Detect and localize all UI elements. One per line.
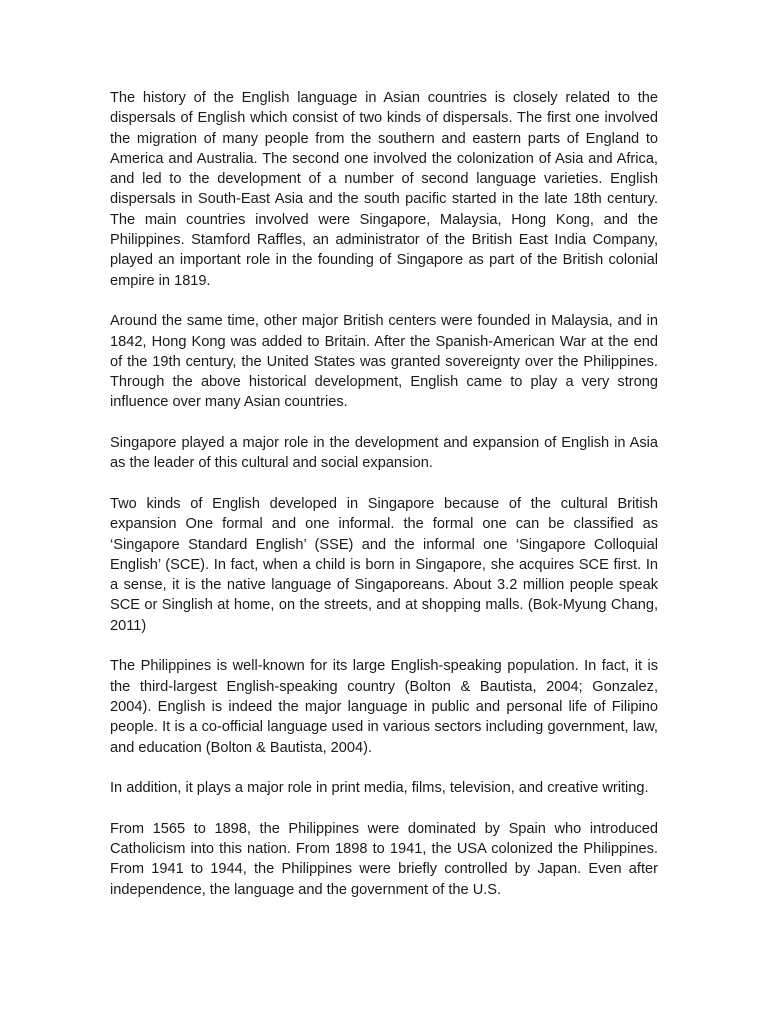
paragraph-media-role: In addition, it plays a major role in print media, films, television, and creative writing. [110, 780, 649, 797]
paragraph-philippines-history: From 1565 to 1898, the Philippines were dominated by Spain who introduced Catholicism into this nation. From 1898 to 1941, the USA colonized the Philippines. From 1941 to 1944, the Philippines were briefly controlled by Japan. Even after independence, the language and the government of the U.S. [110, 820, 658, 898]
paragraph-philippines-english: The Philippines is well-known for its large English-speaking population. In fact, it is the third-largest English-speaking country (Bolton & Bautista, 2004; Gonzalez, 2004). English is indeed the major language in public and personal life of Filipino people. It is a co-official language used in various sectors including government, law, and education (Bolton & Bautista, 2004). [110, 658, 658, 756]
paragraph-british-centers: Around the same time, other major British centers were founded in Malaysia, and in 1842, Hong Kong was added to Britain. After the Spanish-American War at the end of the 19th century, the United States was granted sovereignty over the Philippines. Through the above historical development, English came to play a very strong influence over many Asian countries. [110, 313, 658, 411]
paragraph-singapore-english-kinds: Two kinds of English developed in Singapore because of the cultural British expansion One formal and one informal. the formal one can be classified as ‘Singapore Standard English’ (SSE) and the informal one ‘Singapore Colloquial English’ (SCE). In fact, when a child is born in Singapore, she acquires SCE first. In a sense, it is the native language of Singaporeans. About 3.2 million people speak SCE or Singlish at home, on the streets, and at shopping malls. (Bok-Myung Chang, 2011) [110, 495, 658, 634]
paragraph-singapore-role: Singapore played a major role in the development and expansion of English in Asia as the leader of this cultural and social expansion. [110, 435, 658, 472]
paragraph-english-history-asia: The history of the English language in Asian countries is closely related to the dispersals of English which consist of two kinds of dispersals. The first one involved the migration of many people from the southern and eastern parts of England to America and Australia. The second one involved the colonization of Asia and Africa, and led to the development of a number of second language varieties. English dispersals in South-East Asia and the south pacific started in the late 18th century. The main countries involved were Singapore, Malaysia, Hong Kong, and the Philippines. Stamford Raffles, an administrator of the British East India Company, played an important role in the founding of Singapore as part of the British colonial empire in 1819. [110, 90, 658, 289]
document-page [110, 88, 658, 920]
